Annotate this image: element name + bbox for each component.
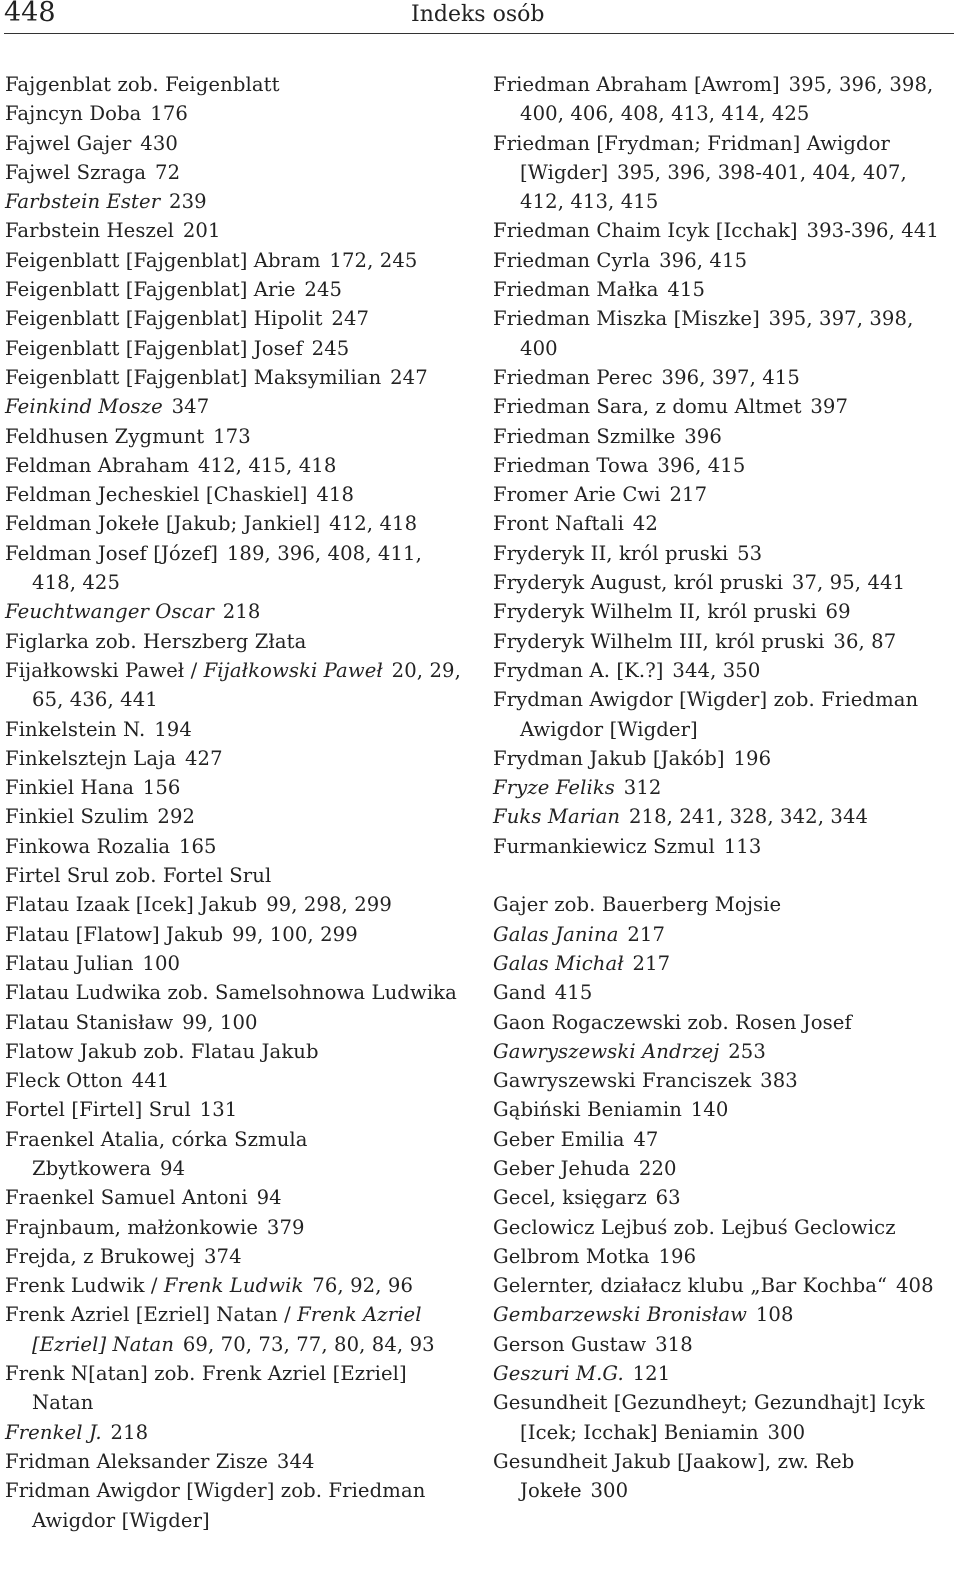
page-references: 194 (154, 717, 192, 741)
entry-name-italic: Feinkind Mosze (5, 395, 163, 419)
page-references: 42 (632, 512, 658, 536)
page-references: 99, 100, 299 (231, 922, 358, 946)
entry-name: Fryderyk II, król pruski (493, 541, 729, 565)
entry-name-italic: Feuchtwanger Oscar (5, 600, 214, 624)
entry-name: Fajncyn Doba (5, 102, 142, 126)
index-entry (493, 275, 951, 304)
page-references: 108 (755, 1303, 794, 1327)
entry-name-italic: Gawryszewski Andrzej (493, 1039, 720, 1063)
page-references: 408 (895, 1274, 934, 1298)
index-entry (5, 304, 467, 333)
page-references: 217 (627, 922, 666, 946)
page-references: 72 (155, 160, 181, 184)
page-references: 395, 396, 398-401, 404, 407, 412, 413, 415 (520, 160, 907, 214)
entry-name: Flatau Ludwika zob. Samelsohnowa Ludwika (5, 981, 457, 1005)
entry-name: Figlarka zob. Herszberg Złata (5, 629, 307, 653)
entry-name: Finkowa Rozalia (5, 834, 171, 858)
entry-name: Gelbrom Motka (493, 1244, 650, 1268)
index-entry (493, 1388, 951, 1447)
index-entry (493, 1037, 951, 1066)
index-entry (5, 656, 467, 715)
index-entry (493, 509, 951, 538)
page-references: 412, 415, 418 (197, 453, 337, 477)
entry-name: Feigenblatt [Fajgenblat] Arie (5, 278, 296, 302)
index-entry (5, 334, 467, 363)
index-entry (5, 187, 467, 216)
index-entry (5, 1008, 467, 1037)
entry-name: Gaon Rogaczewski zob. Rosen Josef (493, 1010, 852, 1034)
entry-name: Gąbiński Beniamin (493, 1098, 682, 1122)
page-references: 36, 87 (833, 629, 897, 653)
entry-name: Flatau Julian (5, 951, 134, 975)
entry-name: Frenk Ludwik / (5, 1274, 164, 1298)
header-rule (4, 33, 954, 34)
entry-name: Friedman Abraham [Awrom] (493, 73, 780, 96)
entry-name: Fajgenblat zob. Feigenblatt (5, 73, 280, 96)
index-entry (493, 1271, 951, 1300)
index-entry (5, 1418, 467, 1447)
index-entry (493, 1095, 951, 1124)
index-entry (493, 568, 951, 597)
entry-name: Feigenblatt [Fajgenblat] Abram (5, 248, 321, 272)
page-number: 448 (4, 0, 56, 28)
page-references: 217 (632, 951, 671, 975)
page-references: 173 (213, 424, 251, 448)
index-entry (493, 685, 951, 744)
entry-name: Farbstein Heszel (5, 219, 175, 243)
entry-name: Geber Emilia (493, 1127, 625, 1151)
page-references: 113 (723, 834, 762, 858)
index-entry (493, 627, 951, 656)
entry-name: Front Naftali (493, 512, 624, 536)
entry-name: Fridman Awigdor [Wigder] zob. Friedman Awigdor [Wigder] (5, 1479, 426, 1532)
entry-name: Friedman Towa (493, 453, 649, 477)
entry-name: Gawryszewski Franciszek (493, 1069, 752, 1093)
index-entry (493, 1154, 951, 1183)
index-entry (493, 744, 951, 773)
index-entry (493, 773, 951, 802)
index-entry (5, 216, 467, 245)
page-references: 395, 396, 398, 400, 406, 408, 413, 414, 425 (520, 73, 934, 126)
entry-name: Fraenkel Samuel Antoni (5, 1186, 248, 1210)
page-references: 100 (142, 951, 181, 975)
page-references: 196 (658, 1244, 697, 1268)
page-references: 247 (390, 365, 428, 389)
page-references: 245 (311, 336, 350, 360)
page-references: 253 (728, 1039, 766, 1063)
page-references: 94 (160, 1156, 186, 1180)
entry-name: Finkiel Hana (5, 776, 134, 800)
index-entry (493, 1447, 951, 1506)
index-entry (5, 978, 467, 1007)
entry-name-italic: Fijałkowski Paweł (203, 658, 383, 682)
index-entry (493, 480, 951, 509)
page-references: 99, 298, 299 (266, 893, 392, 917)
index-entry (493, 363, 951, 392)
page-references: 172, 245 (329, 248, 418, 272)
index-entry (493, 70, 951, 129)
entry-name: Fijałkowski Paweł / (5, 658, 204, 682)
index-entry (493, 832, 951, 861)
entry-name: Feldman Jecheskiel [Chaskiel] (5, 483, 308, 507)
entry-name: Fajwel Szraga (5, 160, 147, 184)
page-references: 37, 95, 441 (791, 571, 906, 595)
page-references: 218 (110, 1420, 149, 1444)
index-entry (5, 773, 467, 802)
page-references: 383 (760, 1069, 798, 1093)
entry-name: Gesundheit [Gezundheyt; Gezundhajt] Icyk [Icek; Icchak] Beniamin (493, 1391, 925, 1444)
page-references: 121 (632, 1362, 671, 1386)
page-references: 300 (767, 1420, 806, 1444)
page-references: 218, 241, 328, 342, 344 (628, 805, 869, 829)
index-entry (5, 129, 467, 158)
page-references: 245 (304, 278, 343, 302)
index-entry (5, 715, 467, 744)
entry-name: Fraenkel Atalia, córka Szmula Zbytkowera (5, 1127, 308, 1180)
page-references: 441 (131, 1069, 170, 1093)
entry-name: Fajwel Gajer (5, 131, 132, 155)
index-entry (5, 1242, 467, 1271)
entry-name: Gesundheit Jakub [Jaakow], zw. Reb Jokełe (493, 1449, 855, 1503)
entry-name: Friedman Perec (493, 365, 653, 389)
index-entry (493, 422, 951, 451)
page-references: 176 (150, 102, 188, 126)
entry-name: Friedman Miszka [Miszke] (493, 307, 760, 331)
index-entry (493, 890, 951, 919)
index-entry (493, 1300, 951, 1329)
entry-name-italic: Geszuri M.G. (493, 1362, 624, 1386)
entry-name: Gand (493, 981, 546, 1005)
index-entry (493, 1359, 951, 1388)
index-entry (493, 246, 951, 275)
index-entry (5, 627, 467, 656)
entry-name: Feldman Abraham (5, 453, 190, 477)
index-entry (493, 1242, 951, 1271)
entry-name: Fryderyk August, król pruski (493, 571, 784, 595)
index-entry (5, 1447, 467, 1476)
index-entry (5, 1476, 467, 1535)
page-references: 347 (171, 395, 210, 419)
index-entry (5, 1271, 467, 1300)
page-header (0, 0, 960, 30)
entry-name: Friedman Małka (493, 278, 659, 302)
entry-name-italic: Galas Janina (493, 922, 619, 946)
index-entry (493, 1330, 951, 1359)
entry-name: Flatau Izaak [Icek] Jakub (5, 893, 258, 917)
index-entry (493, 451, 951, 480)
index-entry (493, 1213, 951, 1242)
page-references: 53 (737, 541, 763, 565)
index-entry (5, 1037, 467, 1066)
entry-name: Feldman Jokełe [Jakub; Jankiel] (5, 512, 321, 536)
page-references: 156 (142, 776, 181, 800)
page-references: 217 (669, 483, 708, 507)
page-references: 47 (633, 1127, 659, 1151)
entry-name: Friedman Sara, z domu Altmet (493, 395, 802, 419)
entry-name: Frydman A. [K.?] (493, 658, 664, 682)
page-references: 379 (266, 1215, 305, 1239)
index-entry (5, 422, 467, 451)
page-references: 189, 396, 408, 411, 418, 425 (32, 541, 422, 595)
index-entry (5, 802, 467, 831)
page-references: 396, 415 (657, 453, 746, 477)
entry-name: Fryderyk Wilhelm II, król pruski (493, 600, 817, 624)
entry-name: Finkelstein N. (5, 717, 146, 741)
index-entry (5, 861, 467, 890)
entry-name: Geclowicz Lejbuś zob. Lejbuś Geclowicz (493, 1215, 896, 1239)
page-references: 76, 92, 96 (312, 1274, 414, 1298)
index-entry (5, 1359, 467, 1418)
index-entry (493, 1008, 951, 1037)
index-entry (5, 539, 467, 598)
page-references: 201 (182, 219, 221, 243)
index-entry (493, 1183, 951, 1212)
index-entry (493, 392, 951, 421)
entry-name-italic: Fryze Feliks (493, 776, 615, 800)
entry-name: Fridman Aleksander Zisze (5, 1449, 269, 1473)
index-entry (493, 920, 951, 949)
entry-name: Finkelsztejn Laja (5, 746, 177, 770)
entry-name: Frydman Awigdor [Wigder] zob. Friedman Awigdor [Wigder] (493, 688, 919, 741)
page-references: 218 (222, 600, 261, 624)
page-references: 196 (733, 746, 772, 770)
index-entry (5, 1066, 467, 1095)
entry-name: Friedman Cyrla (493, 248, 651, 272)
page-references: 415 (667, 278, 706, 302)
page-references: 418 (316, 483, 355, 507)
entry-name-italic: Galas Michał (493, 951, 624, 975)
index-entry (493, 978, 951, 1007)
page-references: 396 (684, 424, 722, 448)
entry-name: Feigenblatt [Fajgenblat] Maksymilian (5, 365, 382, 389)
page-references: 312 (623, 776, 662, 800)
index-entry (5, 744, 467, 773)
page-references: 318 (655, 1332, 693, 1356)
index-entry (5, 70, 467, 99)
index-entry (5, 832, 467, 861)
index-entry (493, 304, 951, 363)
index-column-left (5, 70, 467, 1535)
page-references: 99, 100 (182, 1010, 258, 1034)
entry-name: Geber Jehuda (493, 1156, 631, 1180)
index-column-right (493, 70, 951, 1506)
page-references: 393-396, 441 (806, 219, 939, 243)
page-references: 300 (590, 1479, 629, 1503)
index-entry (5, 99, 467, 128)
entry-name: Friedman Chaim Icyk [Icchak] (493, 219, 798, 243)
entry-name: Finkiel Szulim (5, 805, 149, 829)
entry-name: Gerson Gustaw (493, 1332, 647, 1356)
page-references: 140 (690, 1098, 729, 1122)
entry-name-italic: Frenkel J. (5, 1420, 102, 1444)
index-entry (5, 920, 467, 949)
index-entry (5, 597, 467, 626)
entry-name: Friedman [Frydman; Fridman] Awigdor [Wigder] (493, 131, 890, 184)
entry-name-italic: Frenk Ludwik (163, 1274, 304, 1298)
entry-name: Flatau [Flatow] Jakub (5, 922, 224, 946)
page-references: 395, 397, 398, 400 (520, 307, 914, 360)
running-title: Indeks osób (411, 2, 545, 27)
index-entry (493, 597, 951, 626)
page-references: 94 (256, 1186, 282, 1210)
page-references: 63 (655, 1186, 681, 1210)
index-entry (5, 890, 467, 919)
page-references: 69, 70, 73, 77, 80, 84, 93 (182, 1332, 435, 1356)
index-entry (5, 392, 467, 421)
page-references: 239 (169, 190, 207, 214)
page-references: 247 (331, 307, 370, 331)
index-entry (493, 656, 951, 685)
page-references: 20, 29, 65, 436, 441 (32, 658, 461, 712)
index-entry (5, 1125, 467, 1184)
index-entry (493, 129, 951, 217)
index-entry (5, 246, 467, 275)
entry-name: Furmankiewicz Szmul (493, 834, 715, 858)
entry-name: Gelernter, działacz klubu „Bar Kochba“ (493, 1274, 888, 1298)
index-entry (5, 1095, 467, 1124)
index-entry (493, 949, 951, 978)
page-references: 397 (810, 395, 849, 419)
entry-name: Fromer Arie Cwi (493, 483, 661, 507)
index-entry (493, 1125, 951, 1154)
page-references: 344 (276, 1449, 315, 1473)
entry-name: Frenk N[atan] zob. Frenk Azriel [Ezriel] Natan (5, 1362, 407, 1415)
entry-name: Frajnbaum, małżonkowie (5, 1215, 259, 1239)
page-references: 396, 415 (659, 248, 748, 272)
page-references: 427 (184, 746, 223, 770)
entry-name-italic: Farbstein Ester (5, 190, 161, 214)
entry-name: Gajer zob. Bauerberg Mojsie (493, 893, 782, 917)
page-references: 292 (157, 805, 196, 829)
entry-name: Frydman Jakub [Jakób] (493, 746, 725, 770)
index-entry (5, 1213, 467, 1242)
index-entry (5, 480, 467, 509)
entry-name: Friedman Szmilke (493, 424, 676, 448)
index-entry (5, 509, 467, 538)
entry-name: Fryderyk Wilhelm III, król pruski (493, 629, 825, 653)
entry-name: Firtel Srul zob. Fortel Srul (5, 864, 272, 888)
entry-name-italic: Fuks Marian (493, 805, 621, 829)
page-references: 220 (638, 1156, 677, 1180)
entry-name: Frenk Azriel [Ezriel] Natan / (5, 1303, 298, 1327)
page-references: 430 (140, 131, 178, 155)
entry-name-italic: Frenk Azriel [Ezriel] Natan (32, 1303, 422, 1356)
page-references: 412, 418 (329, 512, 418, 536)
entry-name: Fleck Otton (5, 1069, 123, 1093)
page-references: 165 (178, 834, 217, 858)
entry-name: Gecel, księgarz (493, 1186, 647, 1210)
entry-name: Flatow Jakub zob. Flatau Jakub (5, 1039, 319, 1063)
index-entry (5, 158, 467, 187)
page-references: 396, 397, 415 (661, 365, 800, 389)
entry-name: Feigenblatt [Fajgenblat] Hipolit (5, 307, 323, 331)
index-entry (493, 1066, 951, 1095)
index-entry (5, 1300, 467, 1359)
entry-name: Feigenblatt [Fajgenblat] Josef (5, 336, 303, 360)
entry-name: Flatau Stanisław (5, 1010, 174, 1034)
index-entry (5, 363, 467, 392)
page-references: 69 (825, 600, 851, 624)
entry-name: Feldman Josef [Józef] (5, 541, 219, 565)
index-entry (493, 216, 951, 245)
page-references: 131 (199, 1098, 238, 1122)
index-entry (493, 802, 951, 831)
page-references: 415 (554, 981, 593, 1005)
index-entry (493, 539, 951, 568)
index-entry (5, 949, 467, 978)
index-entry (5, 275, 467, 304)
index-entry (5, 1183, 467, 1212)
entry-name: Feldhusen Zygmunt (5, 424, 205, 448)
page-references: 344, 350 (672, 658, 761, 682)
page-references: 374 (203, 1244, 242, 1268)
entry-name-italic: Gembarzewski Bronisław (493, 1303, 748, 1327)
index-entry (5, 451, 467, 480)
entry-name: Fortel [Firtel] Srul (5, 1098, 191, 1122)
entry-name: Frejda, z Brukowej (5, 1244, 196, 1268)
